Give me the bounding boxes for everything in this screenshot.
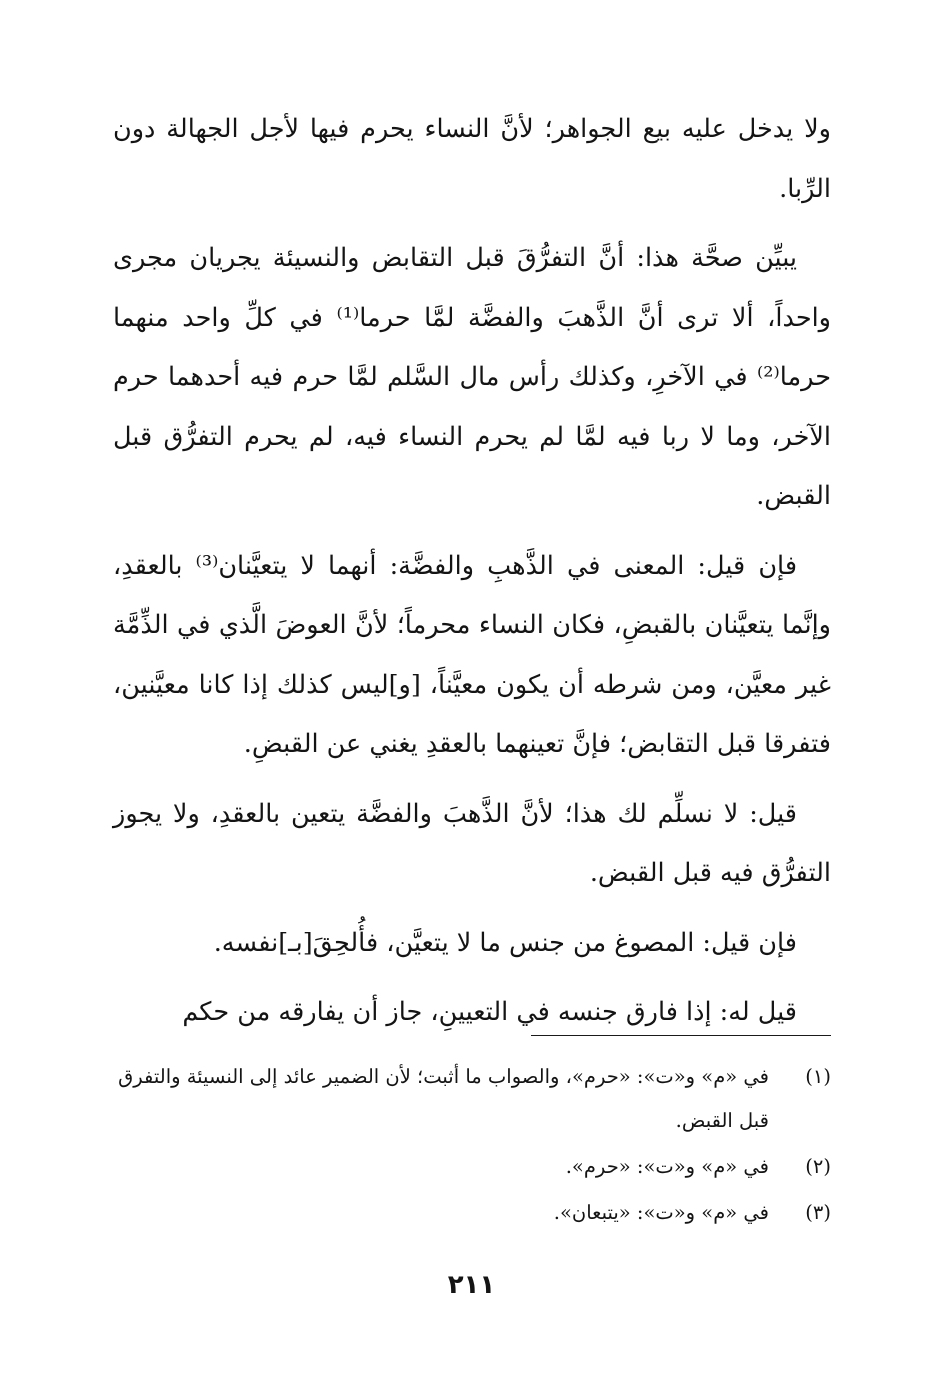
footnote-divider: [531, 1035, 831, 1036]
paragraph-1: ولا يدخل عليه بيع الجواهر؛ لأنَّ النساء يحرم فيها لأجل الجهالة دون الرِّبا.: [113, 114, 831, 204]
footnotes: [113, 1055, 831, 1235]
footnote-number: (٣): [805, 1201, 831, 1224]
footnote-number: (٢): [805, 1155, 831, 1178]
main-text: [113, 100, 831, 1053]
footnote-text: في «م» و«ت»: «حرم»، والصواب ما أثبت؛ لأن الضمير عائد إلى النسيئة والتفرق قبل القبض.: [118, 1065, 769, 1132]
paragraph-2: يبيِّن صحَّة هذا: أنَّ التفرُّقَ قبل التقابض والنسيئة يجريان مجرى واحداً، ألا ترى أنَّ الذَّهبَ والفضَّة لمَّا حرما⁽¹⁾ في كلِّ واحد منهما حرما⁽²⁾ في الآخرِ، وكذلك رأس مال السَّلم لمَّا حرم فيه أحدهما حرم الآخر، وما لا ربا فيه لمَّا لم يحرم النساء فيه، لم يحرم التفرُّق قبل القبض.: [113, 243, 831, 511]
footnote-text: في «م» و«ت»: «حرم».: [565, 1155, 769, 1178]
footnote-number: (١): [805, 1065, 831, 1088]
page-number: ٢١١: [447, 1270, 496, 1300]
footnote-3: [113, 1191, 831, 1235]
footnote-1: [113, 1055, 831, 1143]
footnote-text: في «م» و«ت»: «يتبعان».: [553, 1201, 769, 1224]
paragraph-3: فإن قيل: المعنى في الذَّهبِ والفضَّة: أنهما لا يتعيَّنان⁽³⁾ بالعقدِ، وإنَّما يتعيَّنان بالقبضِ، فكان النساء محرماً؛ لأنَّ العوضَ الَّذي في الذِّمَّة غير معيَّن، ومن شرطه أن يكون معيَّناً، [و]ليس كذلك إذا كانا معيَّنين، فتفرقا قبل التقابض؛ فإنَّ تعينهما بالعقدِ يغني عن القبضِ.: [113, 550, 831, 759]
paragraph-6: قيل له: إذا فارق جنسه في التعيينِ، جاز أن يفارقه من حكم: [182, 997, 797, 1027]
paragraph-5: فإن قيل: المصوغ من جنس ما لا يتعيَّن، فأُلحِقَ[بـ]نفسه.: [213, 927, 797, 958]
paragraph-4: قيل: لا نسلِّم لك هذا؛ لأنَّ الذَّهبَ والفضَّة يتعين بالعقدِ، ولا يجوز التفرُّق فيه قبل القبض.: [113, 798, 831, 888]
footnote-2: [113, 1145, 831, 1189]
